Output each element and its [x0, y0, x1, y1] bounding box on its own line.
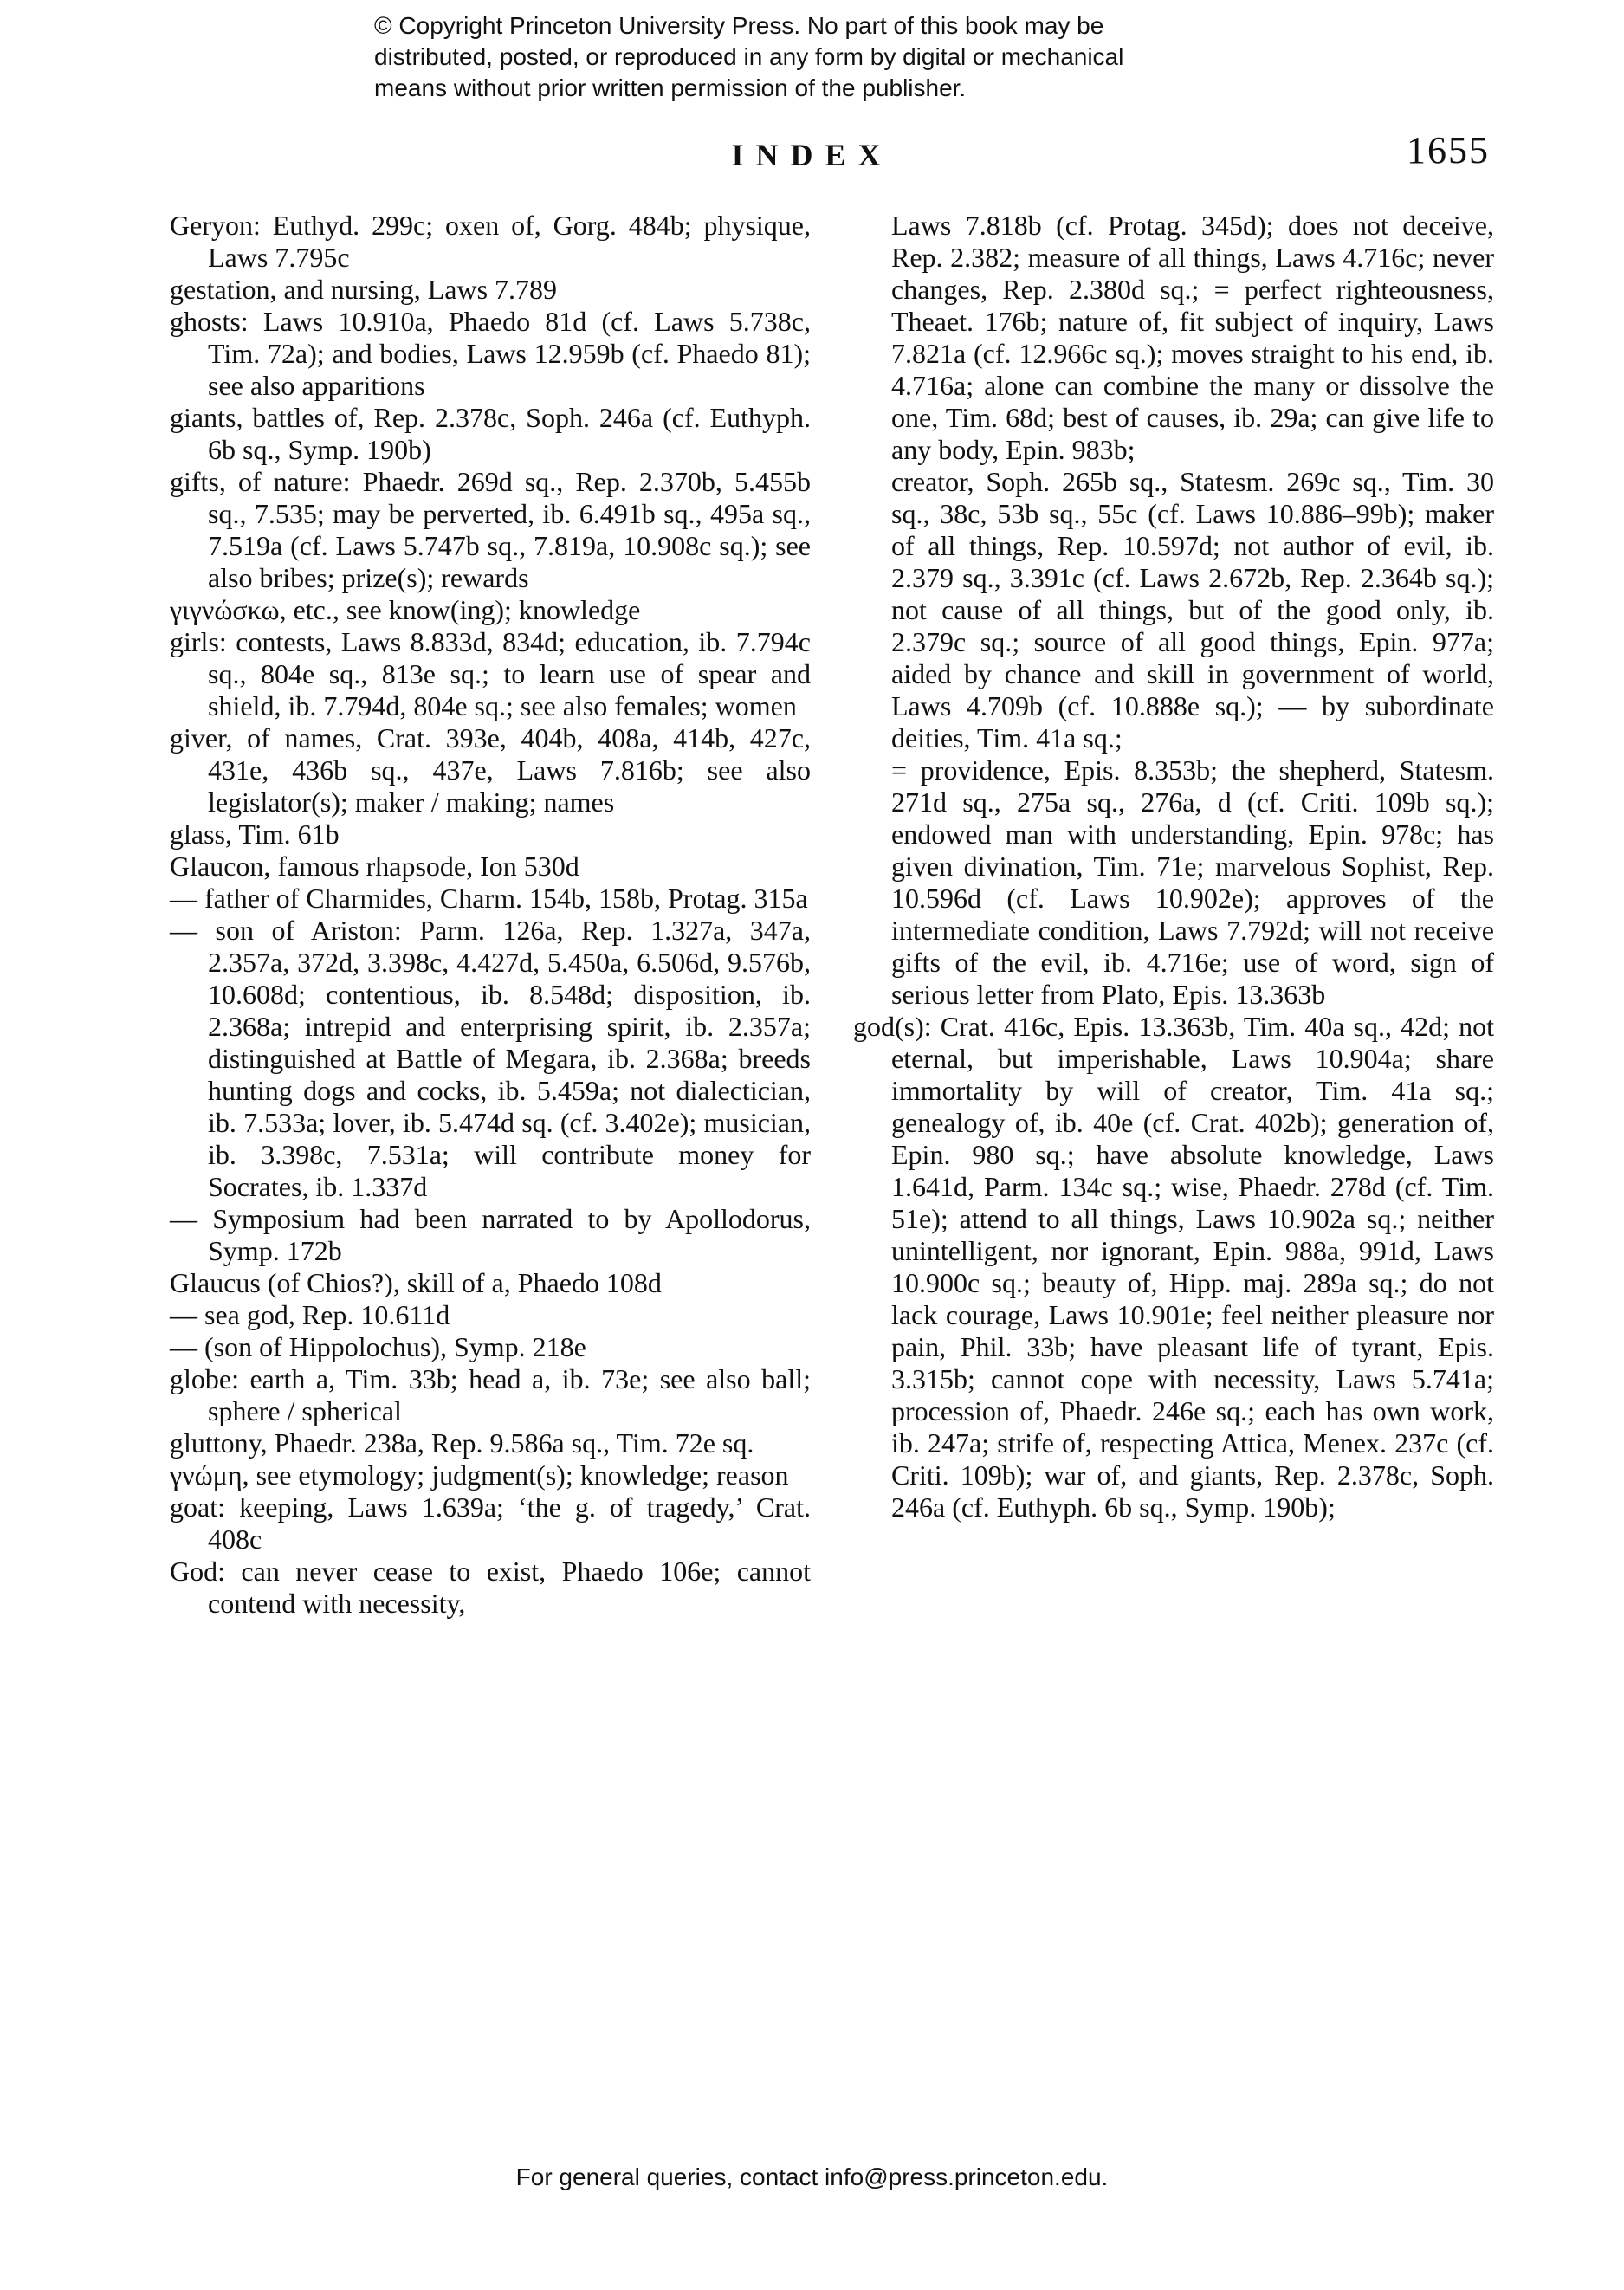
index-entry: giver, of names, Crat. 393e, 404b, 408a, 414b, 427c, 431e, 436b sq., 437e, Laws 7.816b; see also legislator(s); maker / making; names — [170, 722, 811, 818]
index-entry: — son of Ariston: Parm. 126a, Rep. 1.327a, 347a, 2.357a, 372d, 3.398c, 4.427d, 5.450a, 6.506d, 9.576b, 10.608d; contentious, ib. 8.548d; disposition, ib. 2.368a; intrepid and enterprising spirit, ib. 2.357a; distinguished at Battle of Megara, ib. 2.368a; breeds hunting dogs and cocks, ib. 5.459a; not dialectician, ib. 7.533a; lover, ib. 5.474d sq. (cf. 3.402e); musician, ib. 3.398c, 7.531a; will contribute money for Socrates, ib. 1.337d — [170, 915, 811, 1202]
right-column — [853, 210, 1494, 1523]
index-entry: — (son of Hippolochus), Symp. 218e — [170, 1331, 586, 1362]
index-entry: giants, battles of, Rep. 2.378c, Soph. 246a (cf. Euthyph. 6b sq., Symp. 190b) — [170, 402, 811, 465]
index-subsection: creator, Soph. 265b sq., Statesm. 269c sq., Tim. 30 sq., 38c, 53b sq., 55c (cf. Laws 10.886–99b); maker of all things, Rep. 10.597d; not author of evil, ib. 2.379 sq., 3.391c (cf. Laws 2.672b, Rep. 2.364b sq.); not cause of all things, but of the good only, ib. 2.379c sq.; source of all good things, Epin. 977a; aided by chance and skill in government of world, Laws 4.709b (cf. 10.888e sq.); — by subordinate deities, Tim. 41a sq.; — [891, 466, 1494, 754]
index-entry: God: can never cease to exist, Phaedo 106e; cannot contend with necessity, — [170, 1556, 811, 1619]
copyright-notice — [374, 10, 1240, 104]
index-entry: γιγνώσκω, etc., see know(ing); knowledge — [170, 594, 641, 625]
copyright-line: © Copyright Princeton University Press. No part of this book may be — [374, 12, 1104, 39]
page-number: 1655 — [1407, 129, 1490, 171]
index-entry: gluttony, Phaedr. 238a, Rep. 9.586a sq., Tim. 72e sq. — [170, 1427, 754, 1459]
index-entry: goat: keeping, Laws 1.639a; ‘the g. of tragedy,’ Crat. 408c — [170, 1491, 811, 1555]
index-entry: — sea god, Rep. 10.611d — [170, 1299, 450, 1330]
index-entry: girls: contests, Laws 8.833d, 834d; education, ib. 7.794c sq., 804e sq., 813e sq.; to learn use of spear and shield, ib. 7.794d, 804e sq.; see also females; women — [170, 626, 811, 721]
index-entry: god(s): Crat. 416c, Epis. 13.363b, Tim. 40a sq., 42d; not eternal, but imperishable, Laws 10.904a; share immortality by will of creator, Tim. 41a sq.; genealogy of, ib. 40e (cf. Crat. 402b); generation of, Epin. 980 sq.; have absolute knowledge, Laws 1.641d, Parm. 134c sq.; wise, Phaedr. 278d (cf. Tim. 51e); attend to all things, Laws 10.902a sq.; neither unintelligent, nor ignorant, Epin. 988a, 991d, Laws 10.900c sq.; beauty of, Hipp. maj. 289a sq.; do not lack courage, Laws 10.901e; feel neither pleasure nor pain, Phil. 33b; have pleasant life of tyrant, Epis. 3.315b; cannot cope with necessity, Laws 5.741a; procession of, Phaedr. 246e sq.; each has own work, ib. 247a; strife of, respecting Attica, Menex. 237c (cf. Criti. 109b); war of, and giants, Rep. 2.378c, Soph. 246a (cf. Euthyph. 6b sq., Symp. 190b); — [853, 1011, 1494, 1523]
index-entry: gifts, of nature: Phaedr. 269d sq., Rep. 2.370b, 5.455b sq., 7.535; may be perverted, ib. 6.491b sq., 495a sq., 7.519a (cf. Laws 5.747b sq., 7.819a, 10.908c sq.); see also bribes; prize(s); rewards — [170, 466, 811, 593]
copyright-line: distributed, posted, or reproduced in any form by digital or mechanical — [374, 43, 1124, 70]
index-entry: ghosts: Laws 10.910a, Phaedo 81d (cf. Laws 5.738c, Tim. 72a); and bodies, Laws 12.959b (cf. Phaedo 81); see also apparitions — [170, 306, 811, 401]
index-entry: — father of Charmides, Charm. 154b, 158b, Protag. 315a — [170, 883, 808, 914]
copyright-line: means without prior written permission of the publisher. — [374, 74, 967, 101]
index-entry: γνώμη, see etymology; judgment(s); knowledge; reason — [170, 1459, 789, 1491]
index-entry: gestation, and nursing, Laws 7.789 — [170, 274, 558, 305]
index-entry: Glaucon, famous rhapsode, Ion 530d — [170, 851, 579, 882]
left-column — [170, 210, 811, 1620]
index-entry: Glaucus (of Chios?), skill of a, Phaedo 108d — [170, 1267, 662, 1298]
running-head: INDEX — [731, 138, 893, 172]
footer-contact: For general queries, contact info@press.princeton.edu. — [515, 2164, 1109, 2190]
index-entry: — Symposium had been narrated to by Apollodorus, Symp. 172b — [170, 1203, 811, 1266]
index-entry: Geryon: Euthyd. 299c; oxen of, Gorg. 484b; physique, Laws 7.795c — [170, 210, 811, 273]
index-entry: globe: earth a, Tim. 33b; head a, ib. 73e; see also ball; sphere / spherical — [170, 1363, 811, 1426]
index-entry-continued: Laws 7.818b (cf. Protag. 345d); does not deceive, Rep. 2.382; measure of all things, Laws 4.716c; never changes, Rep. 2.380d sq.; = perfect righteousness, Theaet. 176b; nature of, fit subject of inquiry, Laws 7.821a (cf. 12.966c sq.); moves straight to his end, ib. 4.716a; alone can combine the many or dissolve the one, Tim. 68d; best of causes, ib. 29a; can give life to any body, Epin. 983b; — [891, 210, 1494, 465]
index-subsection: = providence, Epis. 8.353b; the shepherd, Statesm. 271d sq., 275a sq., 276a, d (cf. Criti. 109b sq.); endowed man with understanding, Epin. 978c; has given divination, Tim. 71e; marvelous Sophist, Rep. 10.596d (cf. Laws 10.902e); approves of the intermediate condition, Laws 7.792d; will not receive gifts of the evil, ib. 4.716e; use of word, sign of serious letter from Plato, Epis. 13.363b — [891, 754, 1494, 1010]
index-entry: glass, Tim. 61b — [170, 818, 340, 850]
